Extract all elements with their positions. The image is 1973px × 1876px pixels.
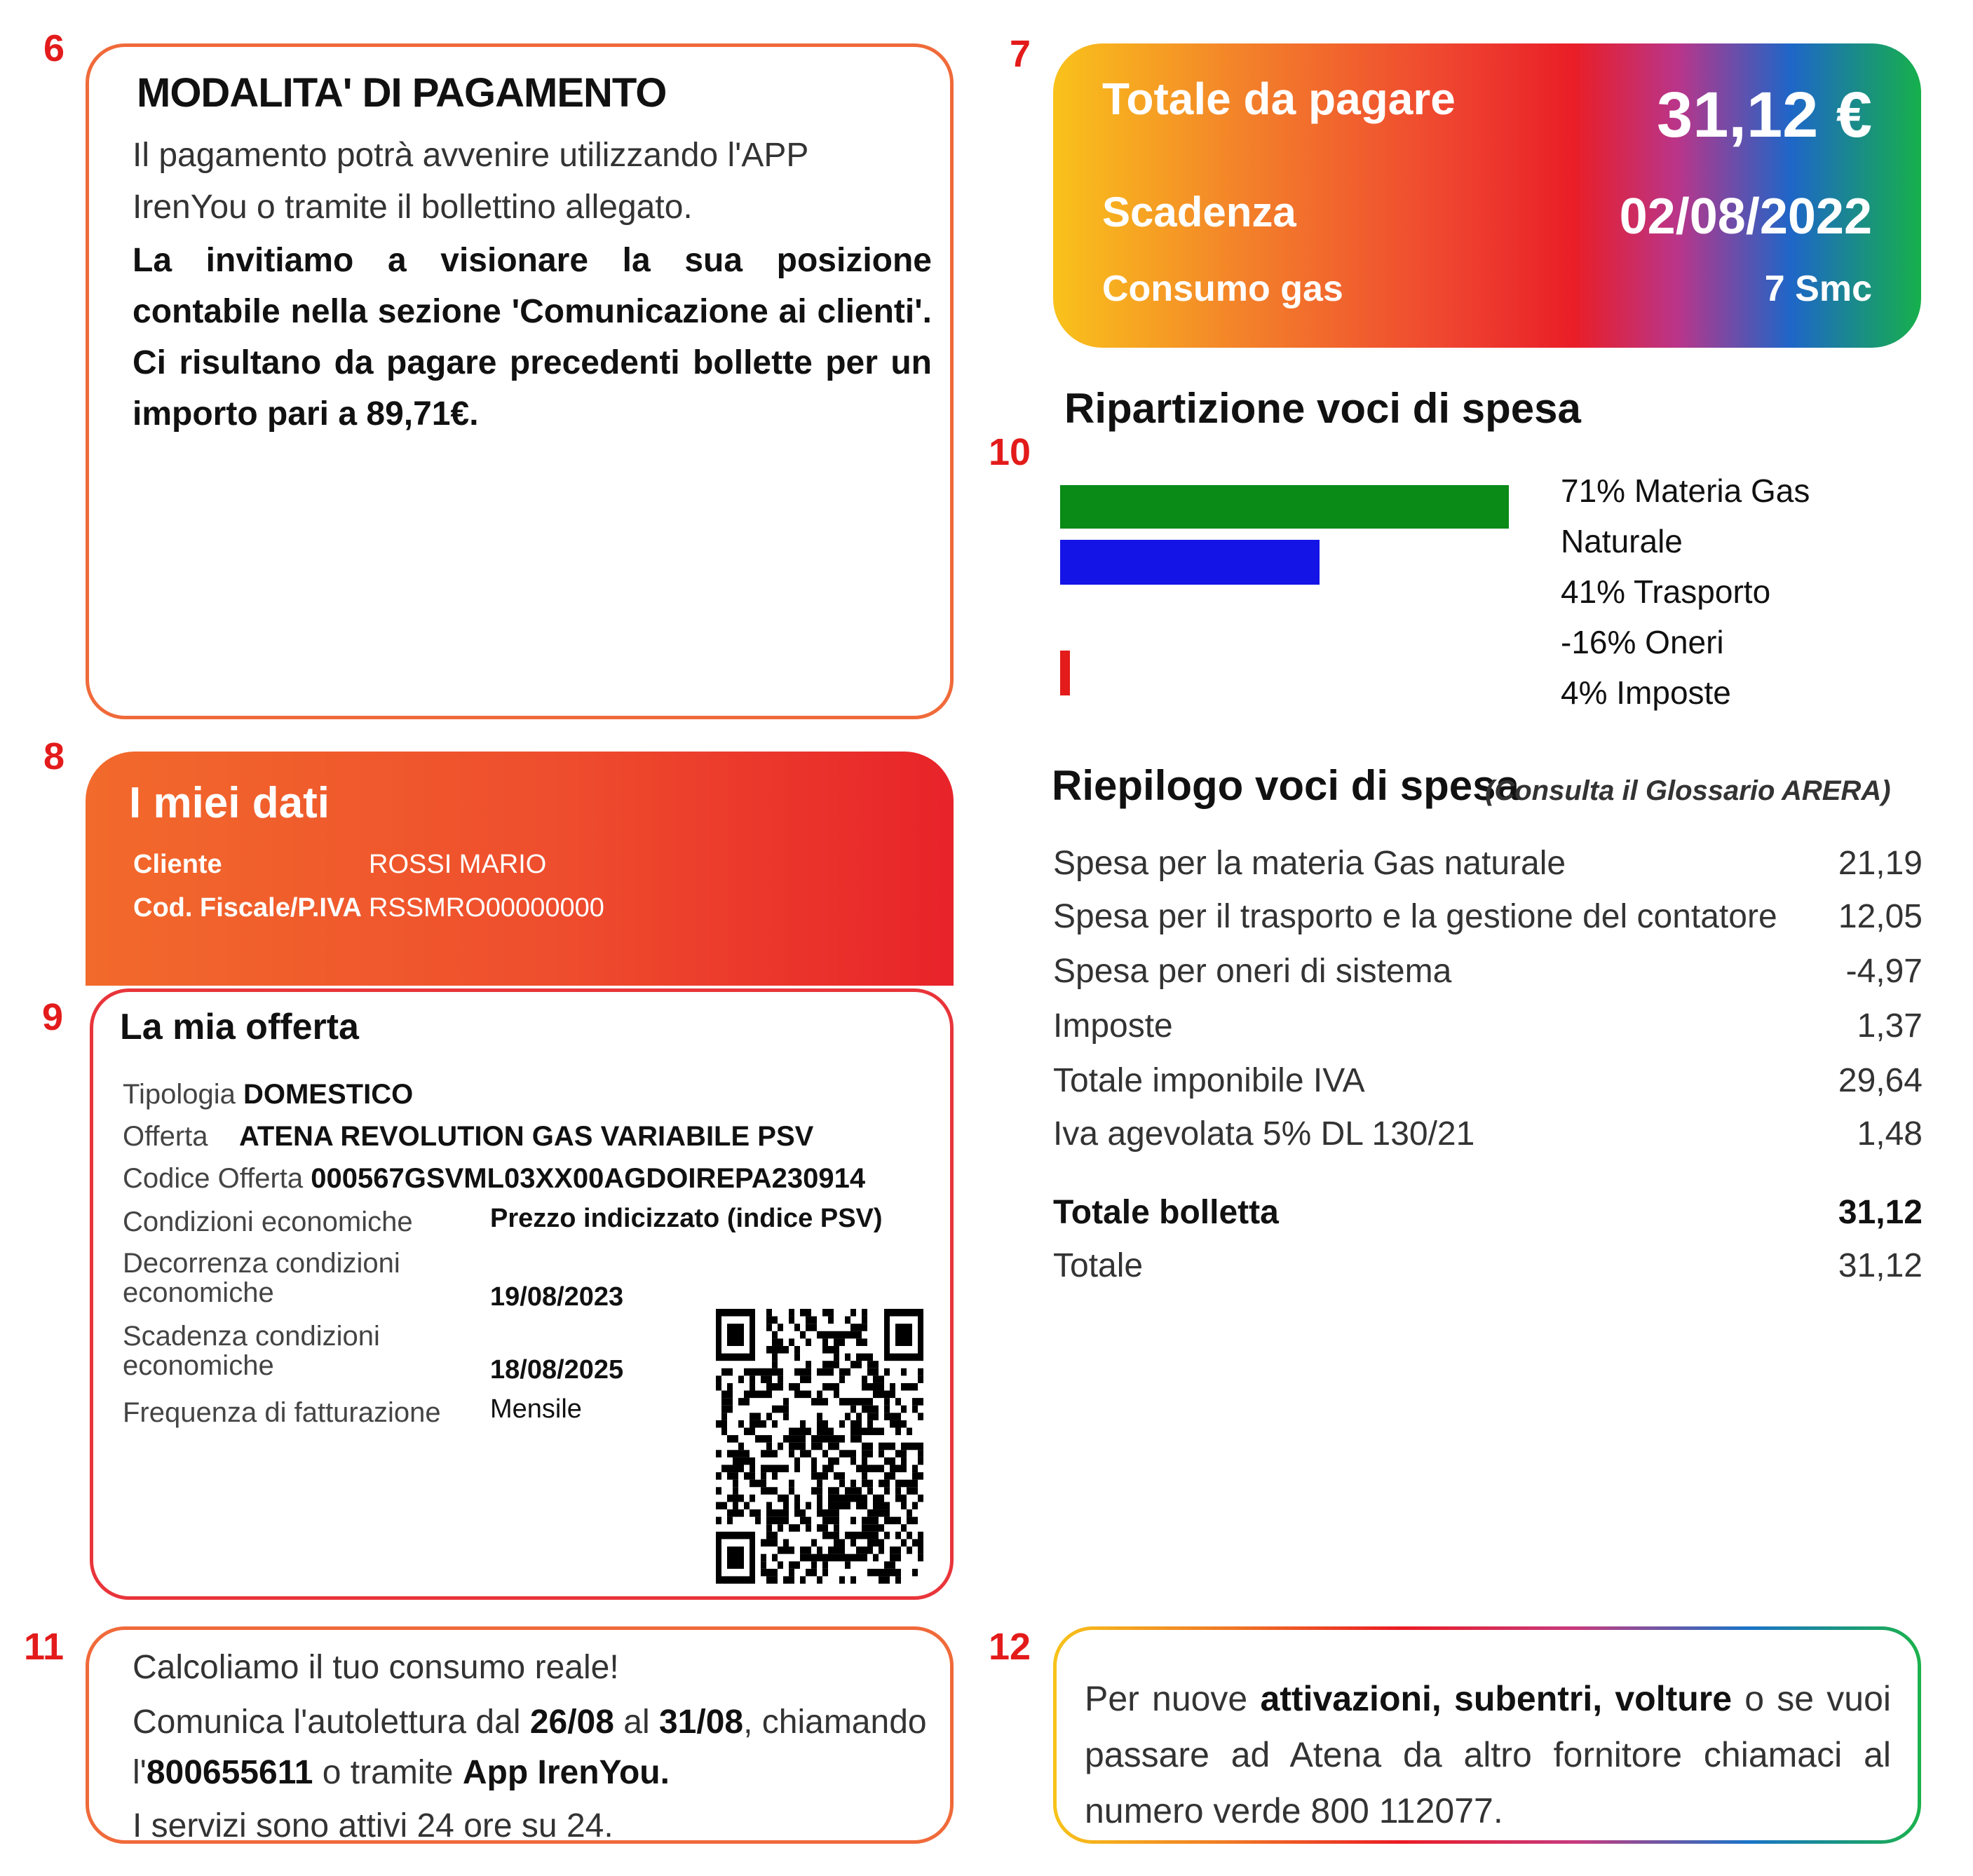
start-conditions-label-line1: Decorrenza condizioni [123, 1248, 400, 1279]
conditions-value: Prezzo indicizzato (indice PSV) [490, 1204, 883, 1233]
recap-row-value: 12,05 [1838, 898, 1923, 935]
bar-materia-gas [1060, 485, 1509, 529]
reading-line3 [133, 1753, 932, 1792]
bar-trasporto [1060, 540, 1320, 585]
recap-row-label: Spesa per oneri di sistema [1053, 953, 1452, 990]
conditions-label: Condizioni economiche [123, 1207, 413, 1237]
offer-name-label: Offerta [123, 1121, 208, 1152]
section-number-12: 12 [989, 1626, 1031, 1668]
contact-text [1085, 1671, 1891, 1839]
payment-card [86, 43, 954, 719]
section-number-7: 7 [1010, 33, 1031, 75]
reading-line1: Calcoliamo il tuo consumo reale! [133, 1649, 619, 1686]
recap-row-label: Iva agevolata 5% DL 130/21 [1053, 1115, 1475, 1153]
reading-text: , chiamando [743, 1704, 927, 1741]
offer-type-row [123, 1079, 413, 1110]
offer-code-label: Codice Offerta [123, 1163, 304, 1194]
section-number-9: 9 [42, 996, 64, 1038]
bill-total-label: Totale bolletta [1053, 1194, 1279, 1231]
total-value-row: 31,12 [1838, 1247, 1923, 1284]
amount-summary-card [1053, 43, 1921, 348]
offer-title: La mia offerta [120, 1007, 359, 1047]
gas-consumption-value: 7 Smc [1764, 269, 1872, 309]
client-label: Cliente [133, 850, 222, 879]
qr-code-image [716, 1309, 923, 1584]
recap-row-label: Imposte [1053, 1007, 1173, 1045]
contact-text-part: Per nuove [1085, 1679, 1261, 1718]
recap-subtitle: (Consulta il Glossario ARERA) [1485, 775, 1891, 806]
bill-total-value: 31,12 [1838, 1194, 1923, 1231]
recap-row-value: 21,19 [1838, 845, 1923, 882]
recap-row-label: Totale imponibile IVA [1053, 1062, 1365, 1099]
recap-row-value: -4,97 [1845, 953, 1923, 990]
gas-consumption-label: Consumo gas [1102, 269, 1343, 309]
recap-row-value: 29,64 [1838, 1062, 1923, 1099]
total-label: Totale da pagare [1102, 74, 1456, 124]
reading-text: l' [133, 1754, 147, 1791]
reading-app-name: App IrenYou. [462, 1754, 670, 1791]
reading-line2 [133, 1703, 932, 1741]
end-conditions-label [123, 1321, 380, 1380]
section-number-8: 8 [43, 735, 65, 777]
legend-item: 4% Imposte [1561, 674, 1731, 711]
breakdown-legend [1561, 465, 1810, 718]
reading-text: Comunica l'autolettura dal [133, 1704, 530, 1741]
offer-type-label: Tipologia [123, 1079, 236, 1110]
payment-title: MODALITA' DI PAGAMENTO [137, 70, 667, 116]
recap-row-label: Spesa per il trasporto e la gestione del contatore [1053, 898, 1777, 935]
due-date-label: Scadenza [1102, 189, 1296, 236]
due-date-value: 02/08/2022 [1619, 189, 1872, 245]
section-number-6: 6 [43, 27, 65, 69]
billing-frequency-value: Mensile [490, 1394, 582, 1424]
reading-end-date: 31/08 [658, 1704, 744, 1741]
reading-text: o tramite [313, 1754, 463, 1791]
offer-name-value: ATENA REVOLUTION GAS VARIABILE PSV [239, 1121, 814, 1152]
offer-card [90, 988, 954, 1600]
reading-line4: I servizi sono attivi 24 ore su 24. [133, 1807, 613, 1844]
offer-code-row [123, 1163, 865, 1195]
client-value: ROSSI MARIO [369, 850, 547, 879]
reading-start-date: 26/08 [529, 1704, 614, 1741]
end-conditions-value: 18/08/2025 [490, 1355, 624, 1385]
fiscal-code-value: RSSMRO00000000 [369, 893, 604, 923]
recap-row-value: 1,37 [1857, 1007, 1923, 1045]
recap-row-value: 1,48 [1857, 1115, 1923, 1153]
recap-row-label: Spesa per la materia Gas naturale [1053, 845, 1566, 882]
start-conditions-label [123, 1249, 400, 1307]
bar-imposte [1060, 651, 1070, 695]
contact-text-part: o se vuoi passare ad Atena da altro fornitore chiamaci al numero verde 800 112077. [1085, 1679, 1891, 1830]
payment-text: Il pagamento potrà avvenire utilizzando l'APP IrenYou o tramite il bollettino allegato. [133, 137, 808, 226]
section-number-11: 11 [24, 1626, 65, 1668]
contact-card [1053, 1626, 1921, 1844]
start-conditions-label-line2: economiche [123, 1277, 274, 1308]
payment-notice: La invitiamo a visionare la sua posizione contabile nella sezione 'Comunicazione ai clienti'. Ci risultano da pagare precedenti bollette per un importo pari a 89,71€. [133, 242, 932, 433]
reading-phone-number: 800655611 [146, 1754, 313, 1791]
start-conditions-value: 19/08/2023 [490, 1282, 624, 1312]
offer-name-row [123, 1121, 813, 1153]
recap-title: Riepilogo voci di spesa [1052, 762, 1519, 809]
end-conditions-label-line1: Scadenza condizioni [123, 1321, 380, 1352]
end-conditions-label-line2: economiche [123, 1350, 274, 1381]
billing-frequency-label: Frequenza di fatturazione [123, 1397, 441, 1428]
legend-item: -16% Oneri [1561, 624, 1724, 660]
my-data-card [86, 752, 954, 986]
breakdown-title: Ripartizione voci di spesa [1064, 385, 1581, 432]
my-data-title: I miei dati [129, 779, 330, 827]
total-value: 31,12 € [1657, 79, 1872, 151]
legend-item: 41% Trasporto [1561, 573, 1771, 610]
fiscal-code-label: Cod. Fiscale/P.IVA [133, 893, 362, 923]
reading-text: al [613, 1704, 659, 1741]
self-reading-card [86, 1626, 954, 1844]
legend-item: Naturale [1561, 523, 1683, 559]
bar-oneri [1060, 594, 1161, 637]
offer-code-value: 000567GSVML03XX00AGDOIREPA230914 [311, 1163, 866, 1194]
total-label-row: Totale [1053, 1247, 1144, 1284]
offer-type-value: DOMESTICO [243, 1079, 414, 1110]
contact-services: attivazioni, subentri, volture [1260, 1679, 1733, 1718]
legend-item: 71% Materia Gas [1561, 473, 1810, 509]
section-number-10: 10 [989, 431, 1031, 473]
